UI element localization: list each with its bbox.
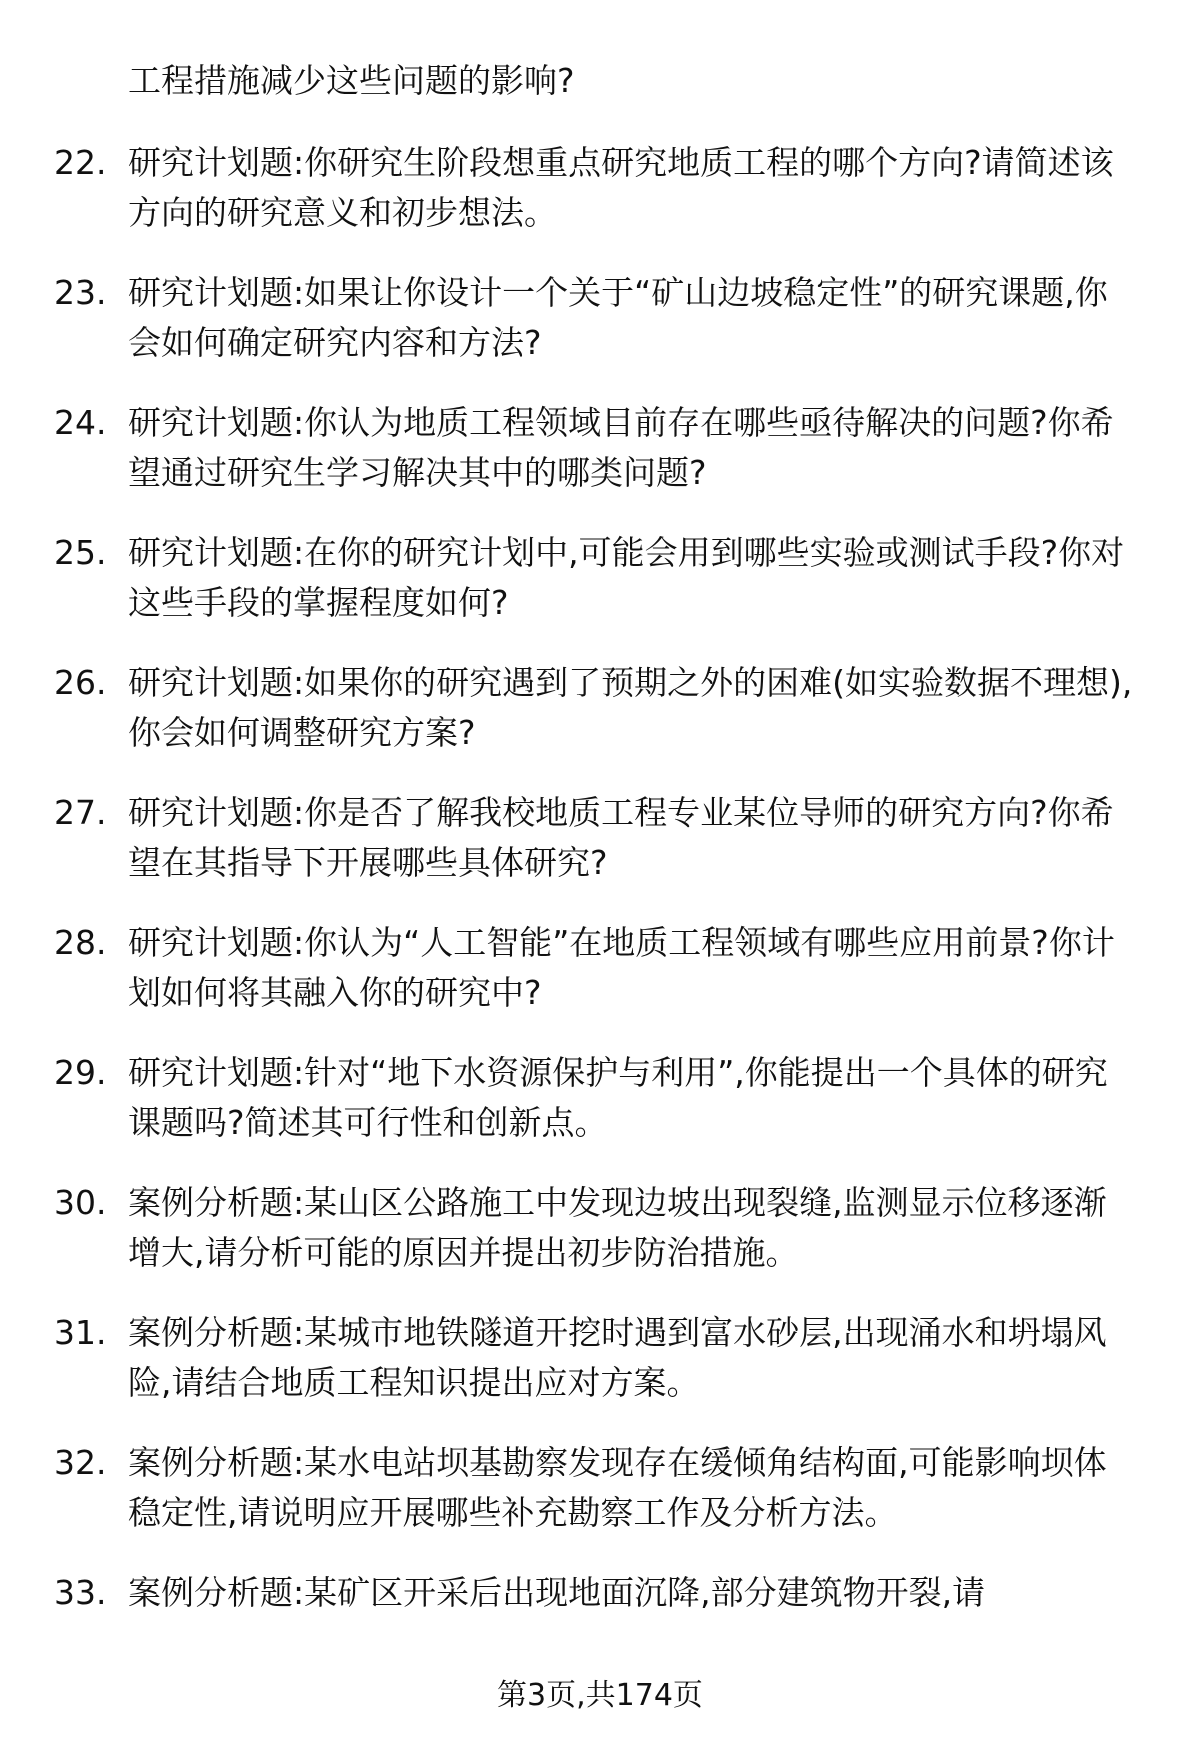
question-number: 32. — [54, 1443, 107, 1482]
question-text: 研究计划题:针对“地下水资源保护与利用”,你能提出一个具体的研究课题吗?简述其可行性和创新点。 — [128, 1053, 1108, 1142]
question-text: 案例分析题:某矿区开采后出现地面沉降,部分建筑物开裂,请 — [128, 1573, 986, 1612]
question-number: 29. — [54, 1053, 107, 1092]
question-number: 22. — [54, 143, 107, 182]
question-item — [0, 268, 1200, 398]
question-item — [0, 918, 1200, 1048]
question-text: 案例分析题:某水电站坝基勘察发现存在缓倾角结构面,可能影响坝体稳定性,请说明应开展哪些补充勘察工作及分析方法。 — [128, 1443, 1107, 1532]
question-item — [0, 1308, 1200, 1438]
question-number: 31. — [54, 1313, 107, 1352]
question-number: 24. — [54, 403, 107, 442]
page-footer: 第3页,共174页 — [497, 1678, 703, 1713]
question-text: 研究计划题:你是否了解我校地质工程专业某位导师的研究方向?你希望在其指导下开展哪些具体研究? — [128, 793, 1114, 882]
question-number: 33. — [54, 1573, 107, 1612]
question-number: 28. — [54, 923, 107, 962]
question-item — [0, 398, 1200, 528]
question-number: 27. — [54, 793, 107, 832]
question-text: 研究计划题:你认为地质工程领域目前存在哪些亟待解决的问题?你希望通过研究生学习解决其中的哪类问题? — [128, 403, 1114, 492]
question-number: 30. — [54, 1183, 107, 1222]
question-item — [0, 658, 1200, 788]
intro-text: 工程措施减少这些问题的影响? — [128, 61, 575, 100]
question-list — [0, 138, 1200, 1698]
question-text: 研究计划题:你研究生阶段想重点研究地质工程的哪个方向?请简述该方向的研究意义和初步想法。 — [128, 143, 1114, 232]
question-number: 25. — [54, 533, 107, 572]
question-item — [0, 138, 1200, 268]
question-number: 23. — [54, 273, 107, 312]
question-item — [0, 1048, 1200, 1178]
question-text: 研究计划题:如果让你设计一个关于“矿山边坡稳定性”的研究课题,你会如何确定研究内容和方法? — [128, 273, 1108, 362]
question-item — [0, 788, 1200, 918]
question-text: 研究计划题:你认为“人工智能”在地质工程领域有哪些应用前景?你计划如何将其融入你的研究中? — [128, 923, 1115, 1012]
question-text: 案例分析题:某城市地铁隧道开挖时遇到富水砂层,出现涌水和坍塌风险,请结合地质工程知识提出应对方案。 — [128, 1313, 1107, 1402]
question-text: 研究计划题:如果你的研究遇到了预期之外的困难(如实验数据不理想),你会如何调整研究方案? — [128, 663, 1133, 752]
question-item — [0, 528, 1200, 658]
question-text: 研究计划题:在你的研究计划中,可能会用到哪些实验或测试手段?你对这些手段的掌握程度如何? — [128, 533, 1125, 622]
question-text: 案例分析题:某山区公路施工中发现边坡出现裂缝,监测显示位移逐渐增大,请分析可能的原因并提出初步防治措施。 — [128, 1183, 1107, 1272]
question-item — [0, 1438, 1200, 1568]
question-number: 26. — [54, 663, 107, 702]
question-item — [0, 1178, 1200, 1308]
